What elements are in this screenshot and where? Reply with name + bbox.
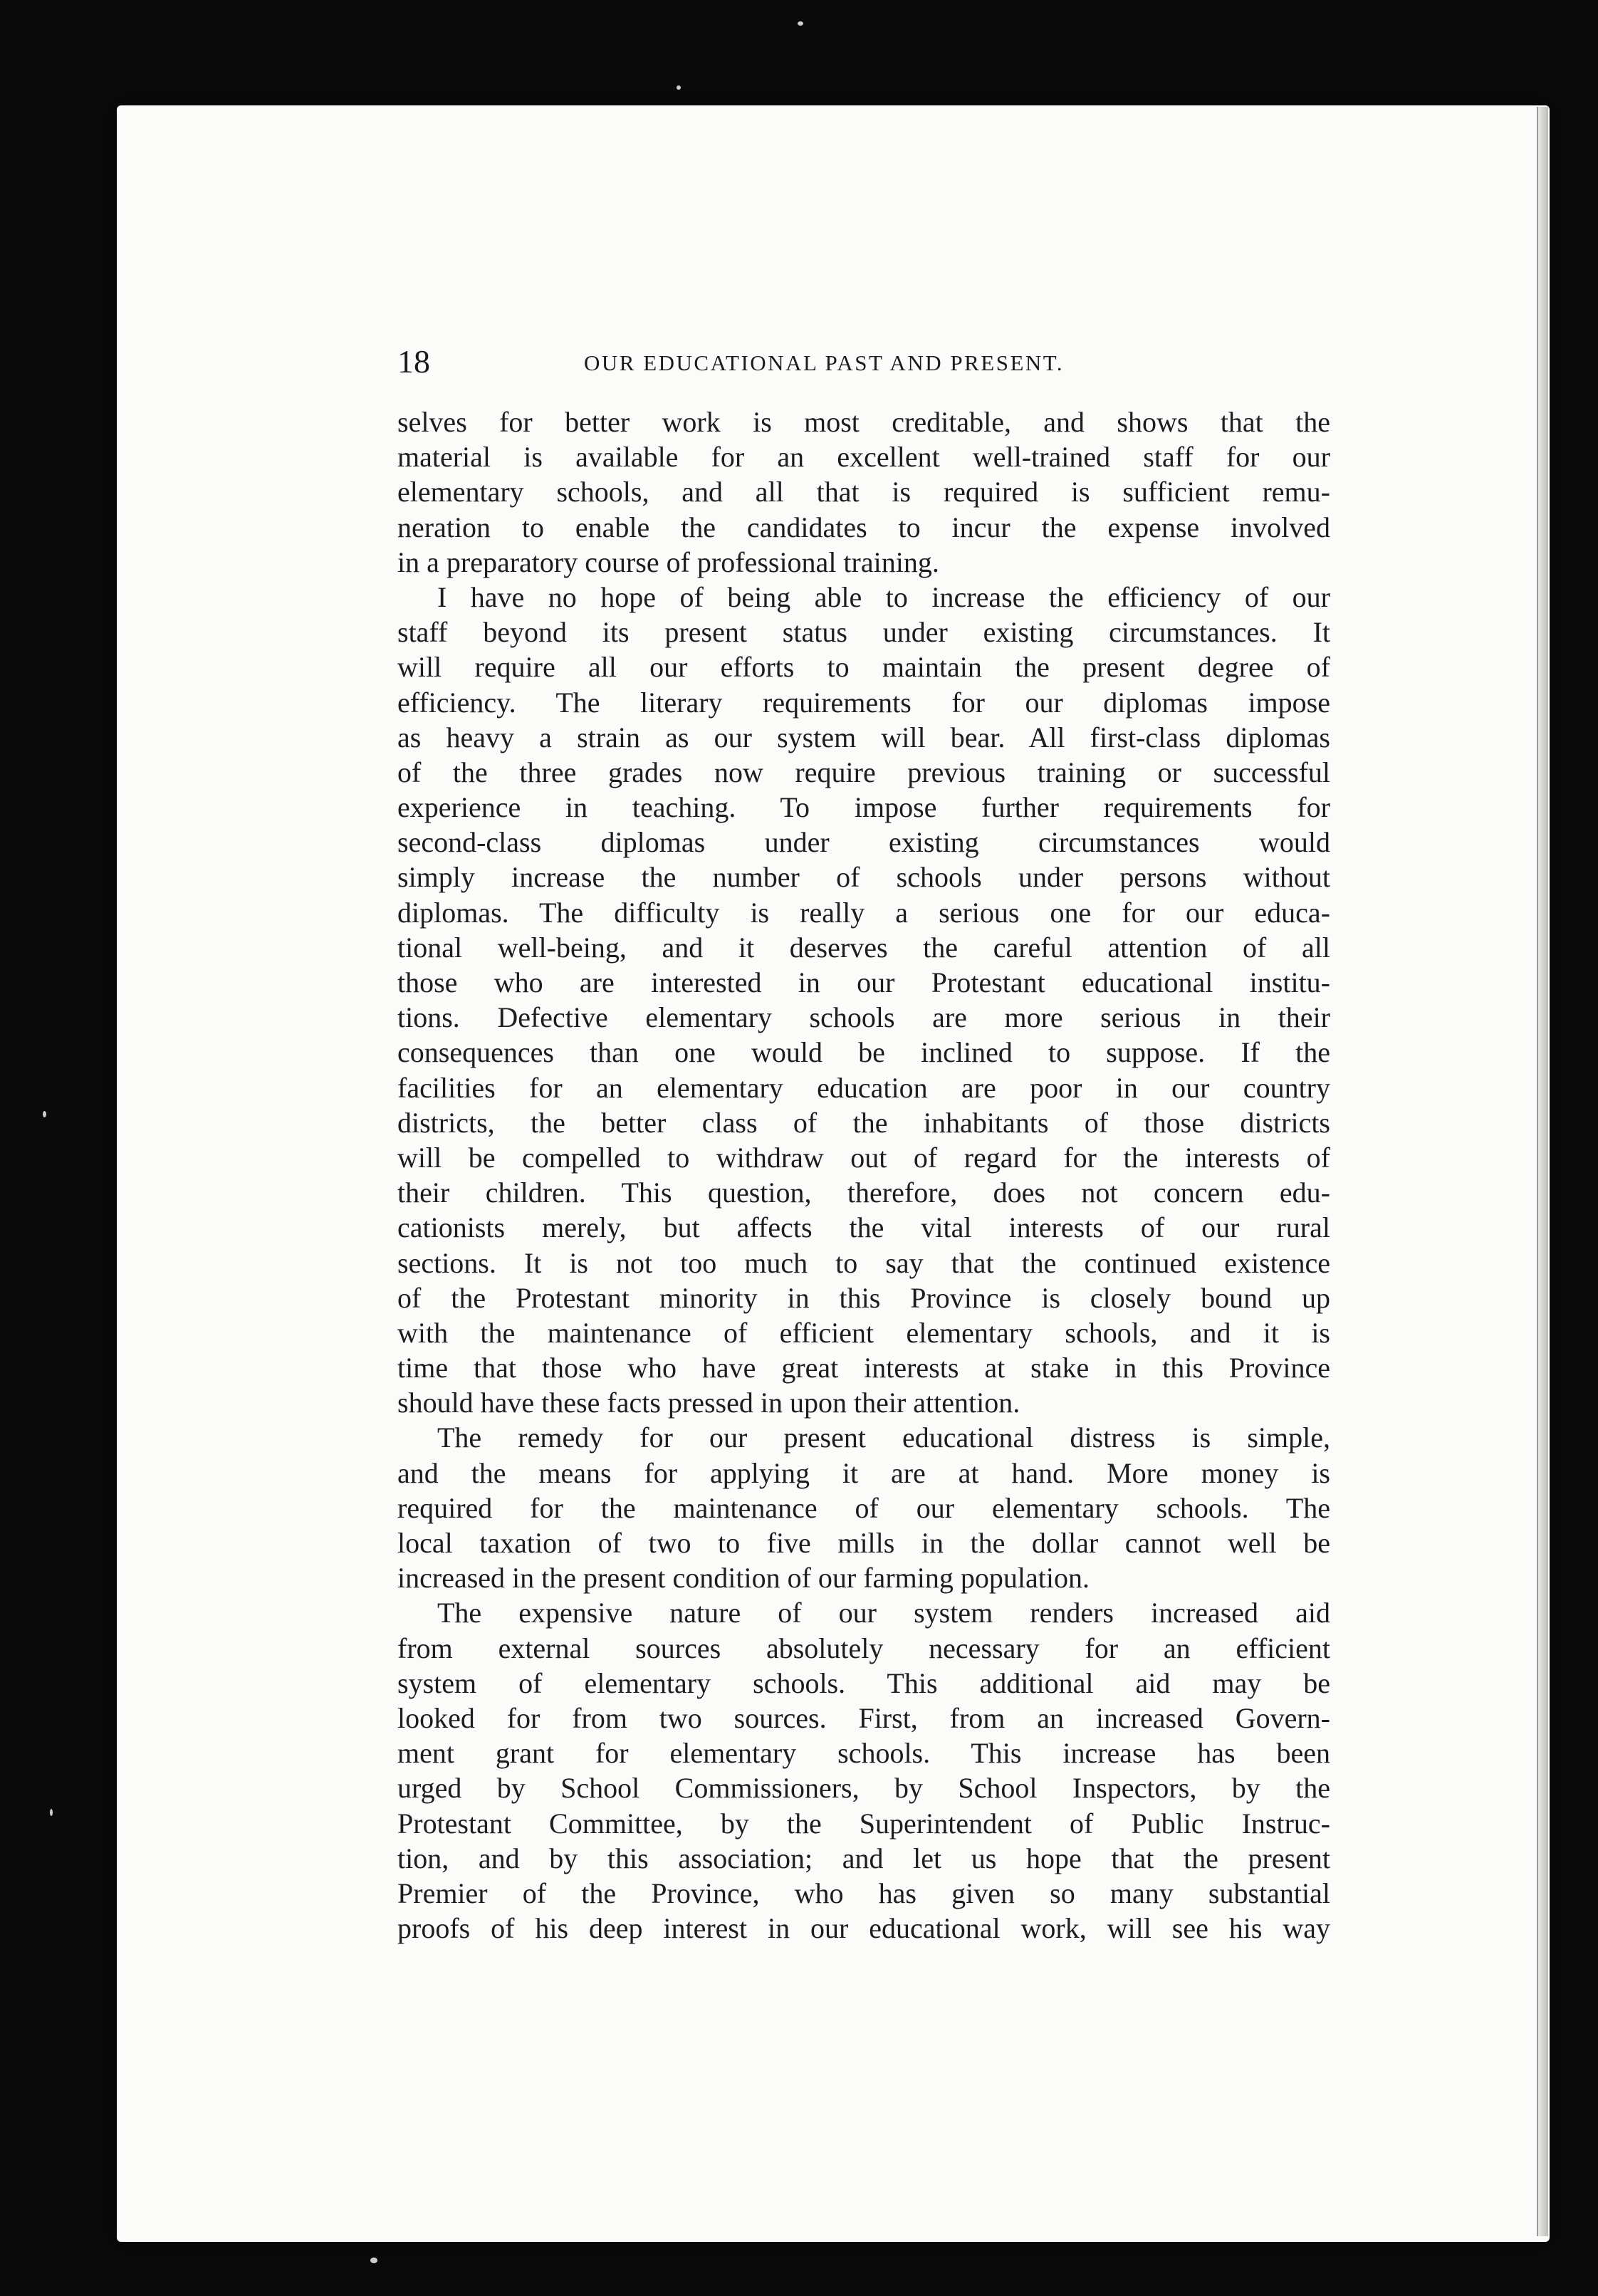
text-line: consequences than one would be inclined to suppose. If the xyxy=(397,1036,1330,1069)
text-line: will be compelled to withdraw out of regard for the interests of xyxy=(397,1141,1330,1174)
text-line: I have no hope of being able to increase the efficiency of our xyxy=(437,580,1330,613)
text-line: proofs of his deep interest in our educational work, will see his way xyxy=(397,1912,1330,1945)
text-line: those who are interested in our Protestant educational institu- xyxy=(397,966,1330,998)
text-line: should have these facts pressed in upon their attention. xyxy=(397,1387,1020,1419)
text-line: tional well-being, and it deserves the careful attention of all xyxy=(397,931,1330,964)
text-line: required for the maintenance of our elementary schools. The xyxy=(397,1491,1330,1524)
text-line: material is available for an excellent well-trained staff for our xyxy=(397,441,1330,474)
text-line: Premier of the Province, who has given so many substantial xyxy=(397,1877,1330,1909)
text-line: staff beyond its present status under existing circumstances. It xyxy=(397,616,1330,649)
running-head: OUR EDUCATIONAL PAST AND PRESENT. xyxy=(584,350,1065,375)
text-line: local taxation of two to five mills in the dollar cannot well be xyxy=(397,1527,1330,1559)
text-line: districts, the better class of the inhabitants of those districts xyxy=(397,1106,1330,1139)
text-line: in a preparatory course of professional training. xyxy=(397,546,939,578)
text-line: of the three grades now require previous training or successful xyxy=(397,756,1330,788)
text-line: experience in teaching. To impose further requirements for xyxy=(397,791,1330,824)
text-line: selves for better work is most creditable, and shows that the xyxy=(397,406,1330,438)
text-line: The remedy for our present educational distress is simple, xyxy=(437,1421,1330,1454)
page-edge xyxy=(1537,107,1548,2236)
text-line: elementary schools, and all that is required is sufficient remu- xyxy=(397,476,1330,508)
text-line: efficiency. The literary requirements for our diplomas impose xyxy=(397,686,1330,719)
text-line: Protestant Committee, by the Superintendent of Public Instruc- xyxy=(397,1807,1330,1840)
text-line: and the means for applying it are at hand. More money is xyxy=(397,1456,1330,1489)
page-number: 18 xyxy=(397,343,430,380)
text-line: of the Protestant minority in this Province is closely bound up xyxy=(397,1281,1330,1314)
dust-speck xyxy=(50,1809,53,1816)
dust-speck xyxy=(677,85,681,90)
text-line: as heavy a strain as our system will bear. All first-class diplomas xyxy=(397,721,1330,753)
text-line: tion, and by this association; and let us hope that the present xyxy=(397,1842,1330,1874)
body-text xyxy=(397,405,1330,1946)
text-line: ment grant for elementary schools. This increase has been xyxy=(397,1737,1330,1770)
dust-speck xyxy=(43,1111,46,1117)
text-line: tions. Defective elementary schools are more serious in their xyxy=(397,1001,1330,1034)
text-line: with the maintenance of efficient elementary schools, and it is xyxy=(397,1316,1330,1349)
text-line: The expensive nature of our system renders increased aid xyxy=(437,1597,1330,1629)
text-line: sections. It is not too much to say that the continued existence xyxy=(397,1246,1330,1279)
text-line: from external sources absolutely necessary for an efficient xyxy=(397,1632,1330,1664)
text-line: increased in the present condition of our farming population. xyxy=(397,1562,1090,1595)
text-line: second-class diplomas under existing circumstances would xyxy=(397,826,1330,859)
text-line: cationists merely, but affects the vital interests of our rural xyxy=(397,1211,1330,1244)
text-line: their children. This question, therefore, does not concern edu- xyxy=(397,1176,1330,1209)
dust-speck xyxy=(370,2258,377,2263)
text-line: facilities for an elementary education are poor in our country xyxy=(397,1071,1330,1104)
text-line: diplomas. The difficulty is really a serious one for our educa- xyxy=(397,896,1330,929)
text-line: neration to enable the candidates to incur the expense involved xyxy=(397,511,1330,543)
text-line: urged by School Commissioners, by School Inspectors, by the xyxy=(397,1772,1330,1805)
text-line: system of elementary schools. This additional aid may be xyxy=(397,1666,1330,1699)
text-line: will require all our efforts to maintain the present degree of xyxy=(397,651,1330,684)
page-header xyxy=(397,340,1337,383)
dust-speck xyxy=(798,21,803,26)
text-line: looked for from two sources. First, from an increased Govern- xyxy=(397,1701,1330,1734)
text-line: time that those who have great interests at stake in this Province xyxy=(397,1352,1330,1384)
text-line: simply increase the number of schools under persons without xyxy=(397,861,1330,894)
